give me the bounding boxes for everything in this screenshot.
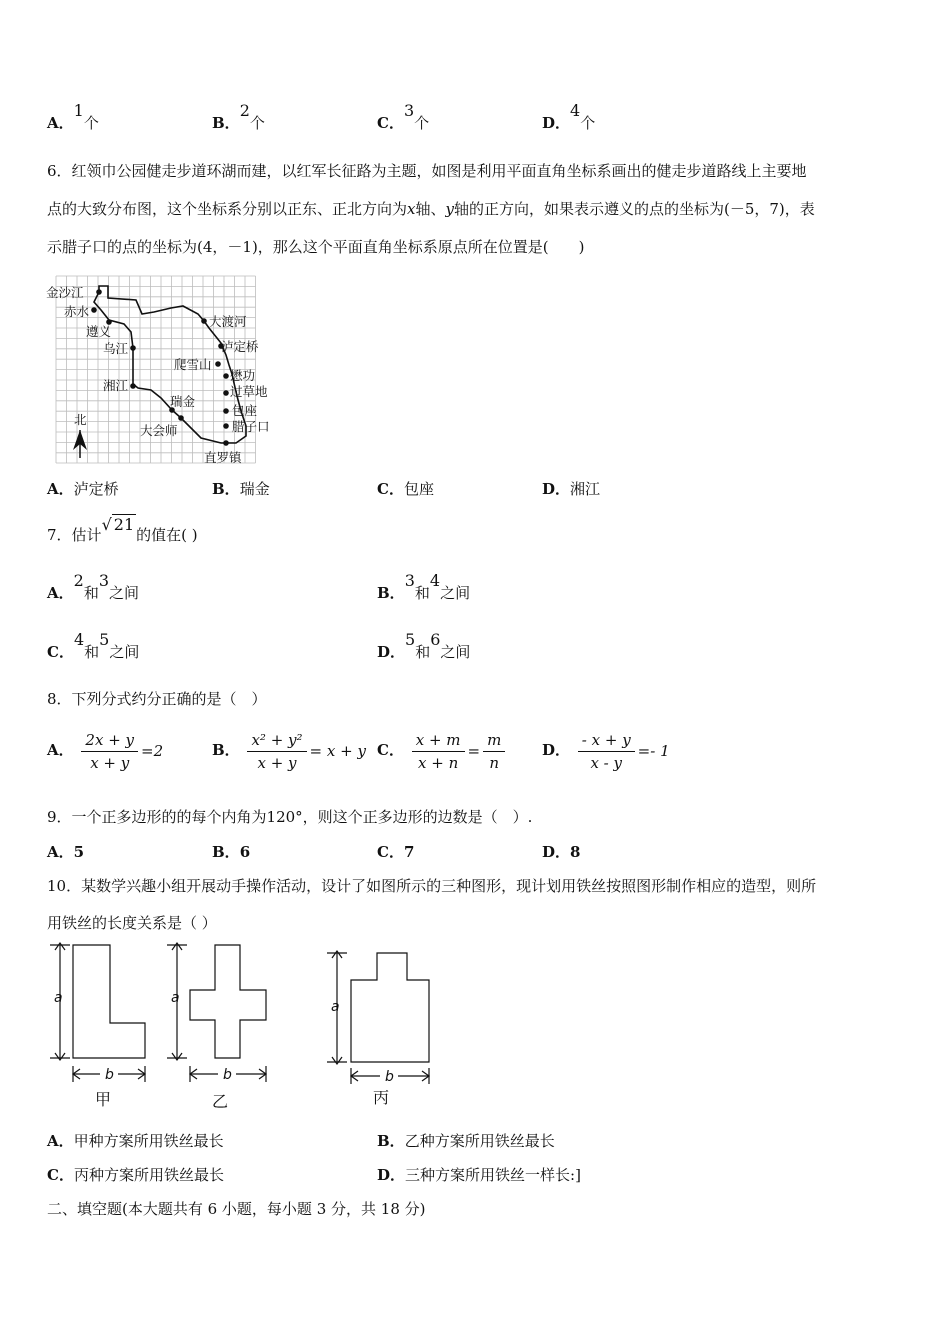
q10-line1: 10．某数学兴趣小组开展动手操作活动，设计了如图所示的三种图形，现计划用铁丝按照图形制作相应的造型，则所 (47, 877, 817, 895)
figure-jia (50, 943, 145, 1082)
q5-option-c[interactable]: C．3个 (377, 101, 430, 132)
label-xiangjiang: 湘江 (103, 378, 129, 393)
label-ruijin: 瑞金 (170, 394, 196, 409)
q7-stem: 7．估计√ 21的值在( ) (47, 515, 198, 544)
figure-bing (327, 951, 429, 1084)
q10-option-c[interactable]: C．丙种方案所用铁丝最长 (47, 1166, 224, 1184)
q6-option-a[interactable]: A．泸定桥 (47, 480, 119, 498)
q6-route-map (46, 268, 276, 468)
label-chishui: 赤水 (64, 304, 90, 319)
label-guocaodi: 过草地 (230, 384, 268, 399)
q10-option-d[interactable]: D．三种方案所用铁丝一样长:] (377, 1166, 581, 1184)
figure-yi (167, 943, 266, 1082)
q10-option-b[interactable]: B．乙种方案所用铁丝最长 (377, 1132, 555, 1150)
q8-option-c[interactable]: C． $\frac{x + m}{x + n}$ = $\frac{m}{n}$ (377, 725, 508, 776)
caption-yi: 乙 (212, 1092, 229, 1111)
yi-b-label: b (223, 1067, 232, 1083)
q10-option-a[interactable]: A．甲种方案所用铁丝最长 (47, 1132, 224, 1150)
label-zhiluozhen: 直罗镇 (204, 450, 242, 465)
q6-line2: 点的大致分布图，这个坐标系分别以正东、正北方向为x轴、y轴的正方向，如果表示遵义的点的坐标为(－5，7)，表 (47, 200, 815, 218)
q7-option-b[interactable]: B．3和4之间 (377, 571, 471, 602)
march-route (94, 286, 246, 443)
q10-figures (40, 940, 440, 1115)
q7-option-a[interactable]: A．2和3之间 (47, 571, 140, 602)
section2-title: 二、填空题(本大题共有 6 小题，每小题 3 分，共 18 分) (47, 1200, 426, 1218)
label-dahuishi: 大会师 (140, 423, 178, 438)
q9-option-a[interactable]: A．5 (47, 843, 85, 861)
label-paxueshan: 爬雪山 (174, 357, 212, 372)
sqrt-expression: √ 21 (101, 515, 135, 534)
label-daduhe: 大渡河 (209, 314, 247, 329)
q8-option-a[interactable]: A． $\frac{2x + y}{x + y}$ =2 (47, 730, 164, 772)
q7-option-d[interactable]: D．5和6之间 (377, 630, 471, 661)
q10-line2: 用铁丝的长度关系是（ ） (47, 914, 217, 932)
label-zunyi: 遵义 (86, 324, 112, 339)
caption-bing: 丙 (373, 1088, 390, 1107)
q6-line3: 示腊子口的点的坐标为(4，－1)，那么这个平面直角坐标系原点所在位置是( ) (47, 238, 585, 256)
label-wujiang: 乌江 (103, 341, 129, 356)
q8-option-b[interactable]: B． $\frac{\text{x² + y²}}{x + y}$ = x + y (212, 730, 366, 772)
jia-b-label: b (105, 1067, 114, 1083)
q5-option-d[interactable]: D．4个 (542, 101, 596, 132)
caption-jia: 甲 (95, 1090, 112, 1109)
label-jinshajiang: 金沙江 (46, 285, 84, 300)
fraction: $\frac{\text{x² + y²}}{x + y}$ (247, 729, 306, 774)
fraction: $\frac{2x + y}{x + y}$ (81, 729, 138, 774)
fraction: $\frac{- x + y}{x - y}$ (578, 729, 635, 774)
jia-a-label: a (54, 990, 63, 1006)
q7-option-c[interactable]: C．4和5之间 (47, 630, 140, 661)
label-baozuo: 包座 (232, 403, 258, 418)
bing-b-label: b (385, 1069, 394, 1085)
q5-option-a[interactable]: A．1个 (47, 101, 99, 132)
q6-option-c[interactable]: C．包座 (377, 480, 434, 498)
q8-option-d[interactable]: D． $\frac{- x + y}{x - y}$ =- 1 (542, 730, 670, 772)
q6-option-d[interactable]: D．湘江 (542, 480, 601, 498)
q9-stem: 9．一个正多边形的的每个内角为120°，则这个正多边形的边数是（ ）. (47, 808, 533, 826)
label-maogong: 懋功 (230, 368, 256, 383)
q9-option-d[interactable]: D．8 (542, 843, 581, 861)
fraction: $\frac{x + m}{x + n}$ (412, 729, 465, 774)
label-ludingqiao: 泸定桥 (221, 339, 259, 354)
q8-stem: 8．下列分式约分正确的是（ ） (47, 690, 267, 708)
yi-a-label: a (171, 990, 180, 1006)
fraction: $\frac{m}{n}$ (483, 729, 505, 774)
label-north: 北 (74, 412, 87, 427)
bing-a-label: a (331, 999, 340, 1015)
q6-line1: 6．红领巾公园健走步道环湖而建，以红军长征路为主题，如图是利用平面直角坐标系画出的健走步道路线上主要地 (47, 162, 807, 180)
q6-option-b[interactable]: B．瑞金 (212, 480, 270, 498)
q9-option-b[interactable]: B．6 (212, 843, 251, 861)
q9-option-c[interactable]: C．7 (377, 843, 415, 861)
label-laziko: 腊子口 (232, 419, 270, 434)
q5-option-b[interactable]: B．2个 (212, 101, 265, 132)
